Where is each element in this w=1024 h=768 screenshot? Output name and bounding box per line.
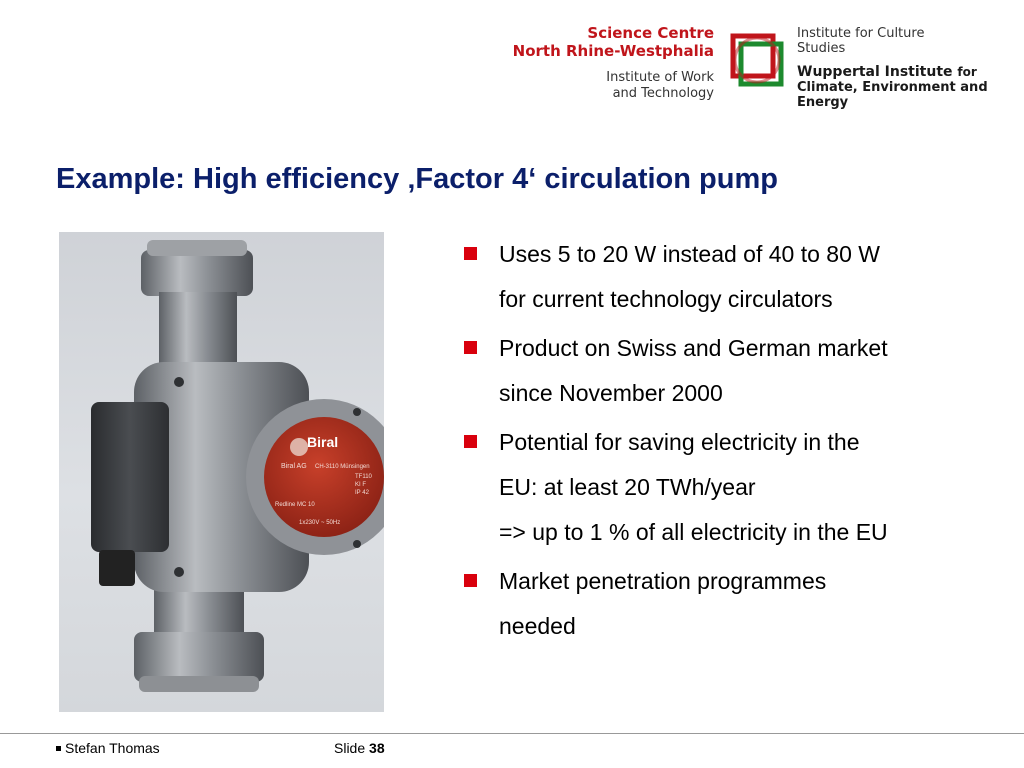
science-centre-logo-text [513,24,714,102]
footer-author-text: Stefan Thomas [65,740,160,756]
bullet-list [462,232,1002,653]
bullet-line: needed [499,613,576,639]
footer-author [56,740,160,756]
bullet-item [462,232,1002,322]
institute-work-line1: Institute of Work [606,70,714,85]
pump-label-line6: Redline MC 10 [275,502,315,508]
bullet-line: for current technology circulators [499,286,833,312]
bullet-square-icon [464,341,477,354]
interlocking-squares-logo-icon [730,33,784,87]
wuppertal-institute-logo-text [797,26,988,110]
slide-number: 38 [369,740,385,756]
bullet-line: Uses 5 to 20 W instead of 40 to 80 W [499,241,880,267]
bullet-line: Product on Swiss and German market [499,335,888,361]
bullet-line: Market penetration programmes [499,568,827,594]
pump-brand-label: Biral [307,434,339,450]
science-centre-line1: Science Centre [587,24,714,42]
wuppertal-name: Wuppertal Institute [797,64,953,80]
bullet-square-icon [464,435,477,448]
institute-work-line2: and Technology [612,86,714,101]
bullet-item [462,326,1002,416]
pump-illustration-icon [59,232,384,712]
bullet-square-icon [464,574,477,587]
pump-label-line1: Biral AG [281,463,307,470]
bullet-item [462,559,1002,649]
wuppertal-line1 [797,65,988,80]
culture-studies-line2: Studies [797,41,846,56]
bullet-item [462,420,1002,555]
pump-label-line2: CH-3110 Münsingen [315,464,370,470]
wuppertal-line2: Climate, Environment and [797,80,988,95]
bullet-square-icon [464,247,477,260]
bullet-line: Potential for saving electricity in the [499,429,860,455]
science-centre-line2: North Rhine-Westphalia [512,42,714,60]
slide-title: Example: High efficiency ‚Factor 4‘ circulation pump [56,163,778,195]
wuppertal-line3: Energy [797,95,849,110]
slide-label: Slide [334,740,366,756]
footer-bullet-icon [56,746,61,751]
pump-label-line4: KI F [355,482,367,488]
culture-studies-line1: Institute for Culture [797,26,925,41]
bullet-line: since November 2000 [499,380,723,406]
pump-label-line5: IP 42 [355,490,369,496]
bullet-line: EU: at least 20 TWh/year [499,474,756,500]
bullet-line: => up to 1 % of all electricity in the EU [499,519,888,545]
footer-divider [0,733,1024,734]
footer-slide-number [334,740,385,756]
pump-label-line7: 1x230V ~ 50Hz [299,520,341,526]
pump-label-line3: TF110 [355,474,372,480]
circulation-pump-photo [59,232,384,712]
wuppertal-for: for [957,65,977,79]
